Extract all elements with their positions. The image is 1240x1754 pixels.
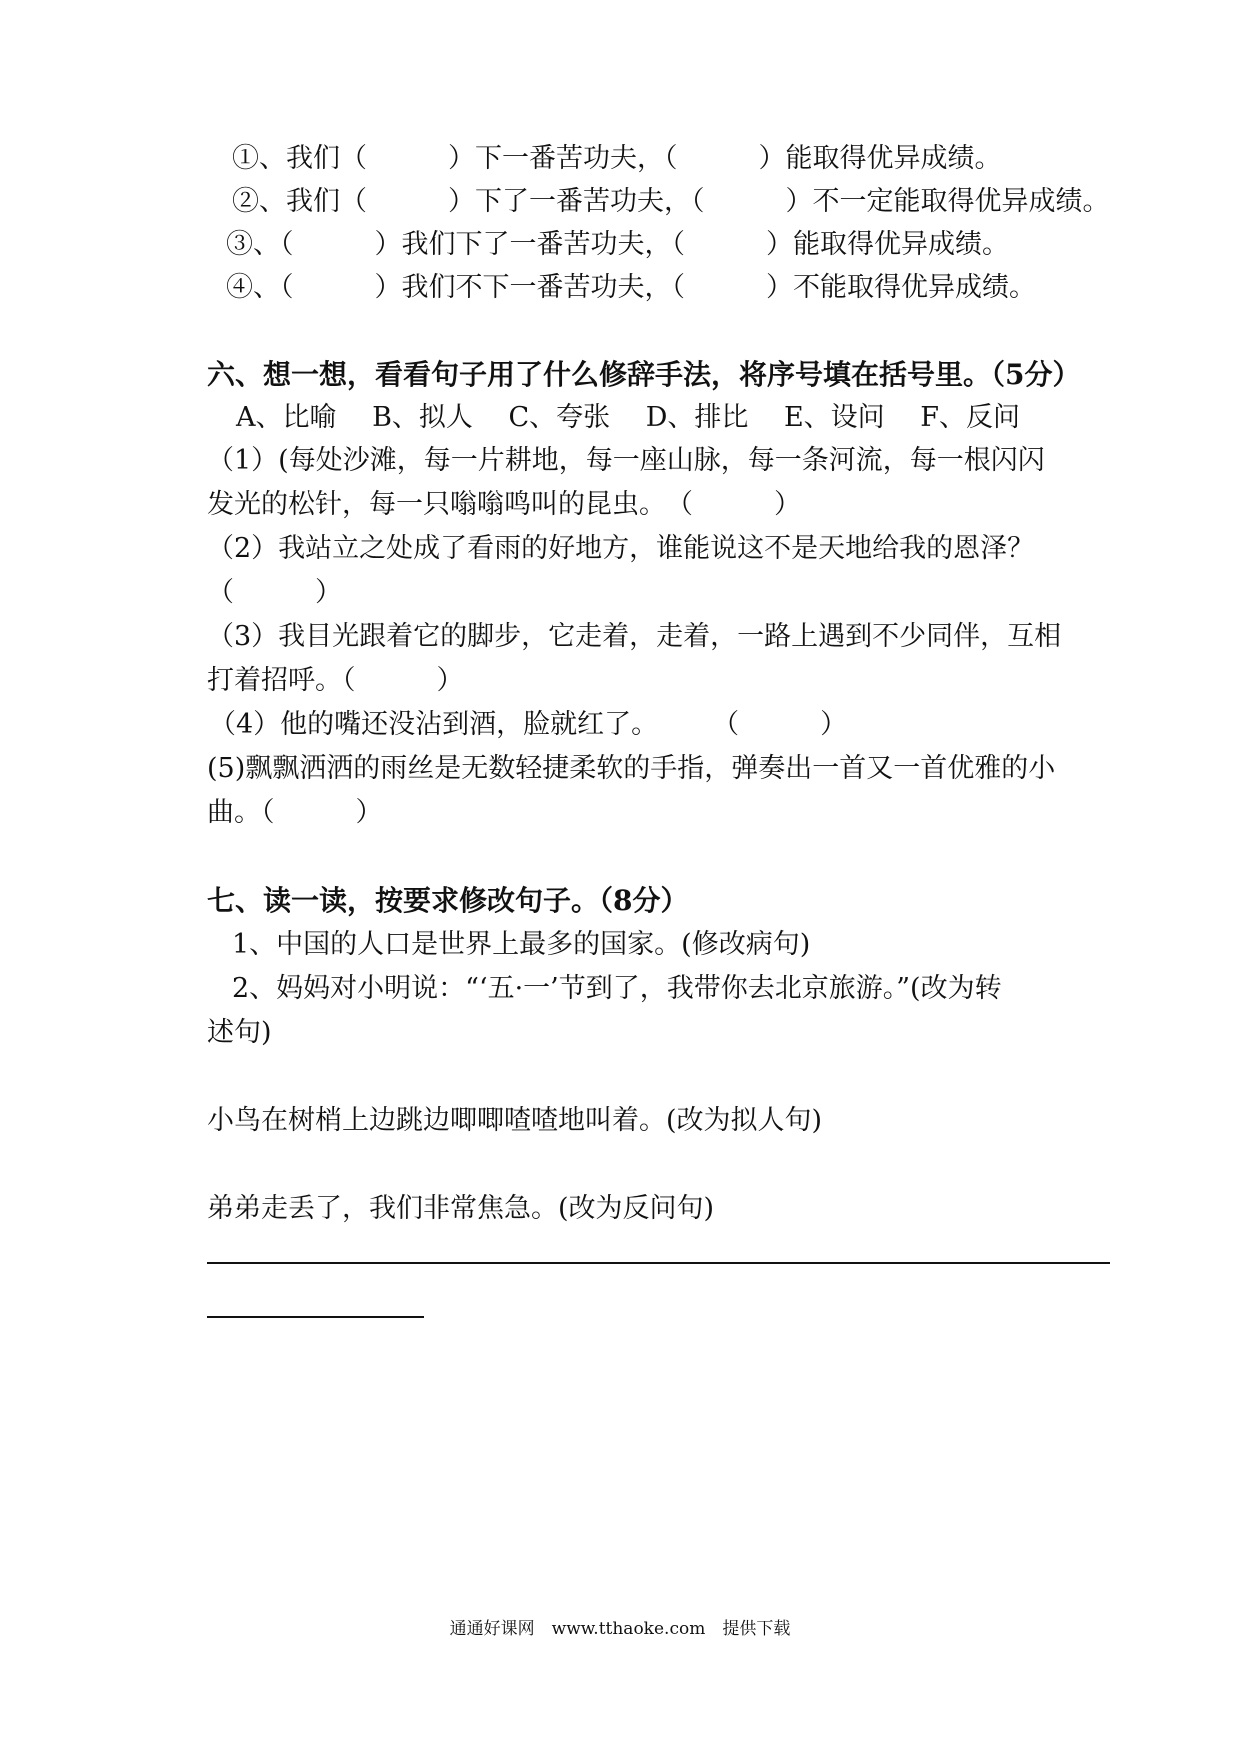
rewrite-item-4: 弟弟走丢了，我们非常焦急。(改为反问句) [207, 1193, 715, 1224]
question-5-line-2: 曲。（ ） [207, 797, 383, 828]
rhetoric-options: A、比喻 B、拟人 C、夸张 D、排比 E、设问 F、反问 [236, 402, 1021, 433]
answer-line-short[interactable] [207, 1316, 424, 1318]
sentence-3: ③、（ ）我们下了一番苦功夫，（ ）能取得优异成绩。 [226, 229, 1009, 260]
section-6-heading: 六、想一想，看看句子用了什么修辞手法，将序号填在括号里。（5分） [207, 358, 1081, 391]
section-7-heading: 七、读一读，按要求修改句子。（8分） [207, 884, 689, 917]
sentence-2: ②、我们（ ）下了一番苦功夫，（ ）不一定能取得优异成绩。 [232, 186, 1110, 217]
sentence-1: ①、我们（ ）下一番苦功夫，（ ）能取得优异成绩。 [232, 143, 1002, 174]
question-3-line-2: 打着招呼。（ ） [207, 665, 464, 696]
question-1-line-1: （1）(每处沙滩，每一片耕地，每一座山脉，每一条河流，每一根闪闪 [207, 445, 1045, 476]
question-4: （4）他的嘴还没沾到酒，脸就红了。 （ ） [209, 709, 848, 740]
question-5-line-1: (5)飘飘洒洒的雨丝是无数轻捷柔软的手指，弹奏出一首又一首优雅的小 [207, 753, 1056, 784]
question-2-line-2: （ ） [207, 577, 342, 608]
question-2-line-1: （2）我站立之处成了看雨的好地方，谁能说这不是天地给我的恩泽？ [207, 533, 1035, 564]
rewrite-item-1: 1、中国的人口是世界上最多的国家。(修改病句) [232, 929, 811, 960]
question-1-line-2: 发光的松针，每一只嗡嗡鸣叫的昆虫。 （ ） [207, 489, 801, 520]
rewrite-item-2-line-1: 2、妈妈对小明说：“‘五·一’节到了，我带你去北京旅游。”(改为转 [232, 973, 1002, 1004]
rewrite-item-2-line-2: 述句) [207, 1017, 272, 1048]
rewrite-item-3: 小鸟在树梢上边跳边唧唧喳喳地叫着。(改为拟人句) [207, 1105, 823, 1136]
page-footer: 通通好课网 www.tthaoke.com 提供下载 [449, 1619, 791, 1639]
question-3-line-1: （3）我目光跟着它的脚步，它走着，走着，一路上遇到不少同伴，互相 [207, 621, 1062, 652]
sentence-4: ④、（ ）我们不下一番苦功夫，（ ）不能取得优异成绩。 [226, 272, 1036, 303]
answer-line-long[interactable] [207, 1262, 1110, 1264]
